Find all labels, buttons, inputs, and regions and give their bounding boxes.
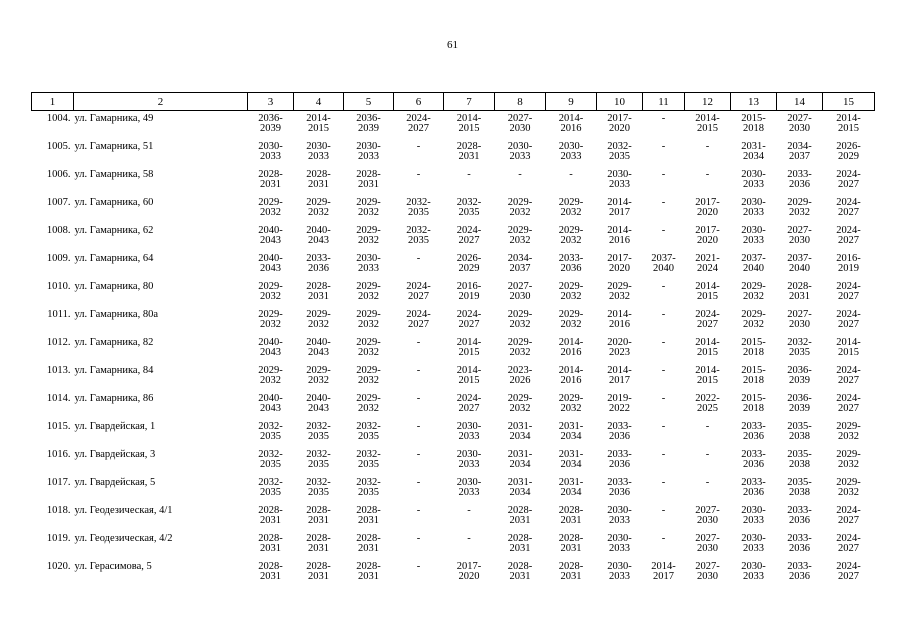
- period-cell: 2015- 2018: [741, 336, 766, 358]
- address-cell: ул. Гамарника, 80: [74, 280, 154, 292]
- period-cell: -: [416, 392, 421, 404]
- period-cell: -: [661, 420, 666, 432]
- period-cell: -: [705, 140, 710, 152]
- table-row: [32, 531, 875, 559]
- period-cell: 2024- 2027: [836, 504, 861, 526]
- table-row: [32, 195, 875, 223]
- period-cell: 2028- 2031: [258, 168, 283, 190]
- period-cell: 2034- 2037: [787, 140, 812, 162]
- period-cell: -: [661, 532, 666, 544]
- period-cell: 2029- 2032: [356, 196, 381, 218]
- period-cell: 2029- 2032: [507, 224, 533, 246]
- period-cell: 2036- 2039: [258, 113, 283, 134]
- period-cell: 2032- 2035: [456, 196, 482, 218]
- period-cell: 2024- 2027: [836, 280, 861, 302]
- row-number: 1010.: [46, 280, 71, 292]
- period-cell: -: [416, 364, 421, 376]
- period-cell: 2035- 2038: [787, 448, 812, 470]
- period-cell: 2030- 2033: [507, 140, 533, 162]
- period-cell: 2027- 2030: [507, 113, 533, 134]
- address-cell: ул. Гвардейская, 5: [74, 476, 156, 488]
- column-header: 1: [32, 93, 74, 111]
- period-cell: -: [416, 420, 421, 432]
- period-cell: 2027- 2030: [787, 113, 812, 134]
- period-cell: 2029- 2032: [306, 364, 331, 386]
- period-cell: -: [569, 168, 573, 180]
- period-cell: 2037- 2040: [741, 252, 766, 274]
- period-cell: 2014- 2015: [836, 113, 861, 134]
- period-cell: 2033- 2036: [741, 448, 766, 470]
- period-cell: 2029- 2032: [836, 476, 861, 498]
- period-cell: 2034- 2037: [507, 252, 533, 274]
- row-number: 1014.: [46, 392, 71, 404]
- period-cell: -: [661, 140, 666, 152]
- period-cell: 2029- 2032: [356, 336, 381, 358]
- period-cell: 2031- 2034: [558, 420, 584, 442]
- period-cell: 2029- 2032: [258, 364, 283, 386]
- period-cell: 2028- 2031: [356, 532, 381, 554]
- row-number: 1012.: [46, 336, 71, 348]
- period-cell: 2024- 2027: [836, 560, 861, 582]
- period-cell: 2014- 2015: [836, 336, 861, 358]
- address-cell: ул. Гамарника, 58: [74, 168, 154, 180]
- period-cell: 2033- 2036: [607, 448, 632, 470]
- period-cell: 2035- 2038: [787, 420, 812, 442]
- address-cell: ул. Гамарника, 82: [74, 336, 154, 348]
- period-cell: 2014- 2017: [607, 364, 632, 386]
- period-cell: 2031- 2034: [507, 476, 533, 498]
- period-cell: 2028- 2031: [356, 168, 381, 190]
- column-header: 12: [685, 93, 731, 111]
- period-cell: 2029- 2032: [558, 392, 584, 414]
- period-cell: 2014- 2016: [558, 336, 584, 358]
- address-cell: ул. Гвардейская, 1: [74, 420, 156, 432]
- period-cell: 2015- 2018: [741, 392, 766, 414]
- row-number: 1019.: [46, 532, 71, 544]
- column-header: 2: [74, 93, 248, 111]
- table-row: [32, 223, 875, 251]
- period-cell: 2036- 2039: [787, 364, 812, 386]
- period-cell: 2029- 2032: [356, 224, 381, 246]
- period-cell: 2032- 2035: [356, 420, 381, 442]
- period-cell: 2030- 2033: [607, 532, 632, 554]
- period-cell: 2029- 2032: [607, 280, 632, 302]
- period-cell: 2024- 2027: [695, 308, 720, 330]
- period-cell: -: [661, 364, 666, 376]
- period-cell: -: [416, 448, 421, 460]
- table-row: [32, 391, 875, 419]
- period-cell: 2031- 2034: [558, 476, 584, 498]
- period-cell: -: [705, 168, 710, 180]
- period-cell: 2028- 2031: [507, 532, 533, 554]
- column-header: 7: [444, 93, 495, 111]
- period-cell: 2014- 2017: [651, 560, 676, 582]
- period-cell: 2030- 2033: [741, 224, 766, 246]
- period-cell: 2028- 2031: [258, 504, 283, 526]
- period-cell: 2029- 2032: [258, 196, 283, 218]
- period-cell: 2029- 2032: [507, 196, 533, 218]
- period-cell: 2029- 2032: [356, 392, 381, 414]
- table-row: [32, 111, 875, 139]
- period-cell: -: [661, 504, 666, 516]
- period-cell: 2027- 2030: [507, 280, 533, 302]
- period-cell: 2036- 2039: [356, 113, 381, 134]
- period-cell: 2029- 2032: [356, 280, 381, 302]
- row-number: 1017.: [46, 476, 71, 488]
- period-cell: 2032- 2035: [258, 448, 283, 470]
- period-cell: -: [705, 476, 710, 488]
- period-cell: 2014- 2016: [558, 364, 584, 386]
- period-cell: 2032- 2035: [406, 196, 431, 218]
- period-cell: 2019- 2022: [607, 392, 632, 414]
- column-header: 10: [597, 93, 643, 111]
- period-cell: 2029- 2032: [356, 364, 381, 386]
- period-cell: 2014- 2015: [695, 113, 720, 134]
- row-number: 1009.: [46, 252, 71, 264]
- column-header: 14: [777, 93, 823, 111]
- period-cell: 2028- 2031: [306, 168, 331, 190]
- period-cell: 2017- 2020: [456, 560, 482, 582]
- period-cell: 2028- 2031: [787, 280, 812, 302]
- period-cell: 2032- 2035: [406, 224, 431, 246]
- period-cell: -: [661, 308, 666, 320]
- period-cell: 2029- 2032: [836, 448, 861, 470]
- period-cell: 2037- 2040: [651, 252, 676, 274]
- column-header: 8: [495, 93, 546, 111]
- period-cell: 2024- 2027: [836, 224, 861, 246]
- table-row: [32, 363, 875, 391]
- period-cell: 2028- 2031: [558, 560, 584, 582]
- column-header: 13: [731, 93, 777, 111]
- period-cell: 2028- 2031: [356, 504, 381, 526]
- period-cell: -: [661, 448, 666, 460]
- period-cell: 2029- 2032: [741, 308, 766, 330]
- period-cell: 2016- 2019: [456, 280, 482, 302]
- period-cell: -: [661, 392, 666, 404]
- row-number: 1016.: [46, 448, 71, 460]
- period-cell: 2030- 2033: [741, 560, 766, 582]
- period-cell: 2032- 2035: [356, 448, 381, 470]
- period-cell: 2014- 2016: [607, 224, 632, 246]
- period-cell: 2020- 2023: [607, 336, 632, 358]
- period-cell: 2014- 2016: [607, 308, 632, 330]
- period-cell: 2028- 2031: [306, 560, 331, 582]
- period-cell: 2040- 2043: [306, 336, 331, 358]
- period-cell: 2028- 2031: [456, 140, 482, 162]
- period-cell: -: [705, 420, 710, 432]
- table-row: [32, 335, 875, 363]
- period-cell: -: [416, 140, 421, 152]
- period-cell: 2024- 2027: [836, 168, 861, 190]
- period-cell: -: [416, 252, 421, 264]
- address-cell: ул. Гамарника, 62: [74, 224, 154, 236]
- period-cell: 2033- 2036: [787, 168, 812, 190]
- period-cell: -: [705, 448, 710, 460]
- table-row: [32, 251, 875, 279]
- column-header: 5: [344, 93, 394, 111]
- period-cell: 2021- 2024: [695, 252, 720, 274]
- repair-schedule-table: [31, 92, 875, 587]
- table-row: [32, 307, 875, 335]
- period-cell: -: [518, 168, 522, 180]
- table-row: [32, 419, 875, 447]
- period-cell: 2024- 2027: [456, 392, 482, 414]
- period-cell: 2024- 2027: [836, 196, 861, 218]
- period-cell: 2040- 2043: [258, 392, 283, 414]
- period-cell: 2014- 2015: [695, 336, 720, 358]
- column-header: 3: [248, 93, 294, 111]
- period-cell: 2031- 2034: [741, 140, 766, 162]
- period-cell: 2016- 2019: [836, 252, 861, 274]
- period-cell: 2017- 2020: [607, 252, 632, 274]
- period-cell: 2040- 2043: [306, 224, 331, 246]
- period-cell: 2029- 2032: [258, 308, 283, 330]
- period-cell: 2014- 2017: [607, 196, 632, 218]
- period-cell: 2032- 2035: [787, 336, 812, 358]
- address-cell: ул. Гамарника, 60: [74, 196, 154, 208]
- period-cell: -: [416, 336, 421, 348]
- address-cell: ул. Гамарника, 86: [74, 392, 154, 404]
- period-cell: 2014- 2015: [695, 364, 720, 386]
- period-cell: 2029- 2032: [306, 308, 331, 330]
- period-cell: -: [416, 168, 421, 180]
- period-cell: 2017- 2020: [695, 196, 720, 218]
- row-number: 1005.: [46, 140, 71, 152]
- period-cell: 2014- 2016: [558, 113, 584, 134]
- period-cell: -: [416, 532, 421, 544]
- period-cell: 2028- 2031: [306, 280, 331, 302]
- period-cell: 2032- 2035: [258, 420, 283, 442]
- period-cell: 2030- 2033: [356, 140, 381, 162]
- period-cell: 2036- 2039: [787, 392, 812, 414]
- period-cell: 2015- 2018: [741, 113, 766, 134]
- period-cell: 2030- 2033: [741, 504, 766, 526]
- period-cell: 2032- 2035: [258, 476, 283, 498]
- period-cell: -: [661, 476, 666, 488]
- period-cell: 2024- 2027: [406, 113, 431, 134]
- period-cell: 2030- 2033: [741, 532, 766, 554]
- address-cell: ул. Гамарника, 49: [74, 113, 154, 124]
- period-cell: 2032- 2035: [306, 448, 331, 470]
- period-cell: 2028- 2031: [558, 532, 584, 554]
- period-cell: 2029- 2032: [507, 392, 533, 414]
- address-cell: ул. Гамарника, 84: [74, 364, 154, 376]
- period-cell: 2029- 2032: [836, 420, 861, 442]
- table-row: [32, 503, 875, 531]
- period-cell: 2030- 2033: [741, 168, 766, 190]
- period-cell: 2030- 2033: [607, 560, 632, 582]
- period-cell: 2033- 2036: [787, 504, 812, 526]
- period-cell: 2027- 2030: [695, 532, 720, 554]
- period-cell: -: [661, 336, 666, 348]
- address-cell: ул. Гамарника, 64: [74, 252, 154, 264]
- period-cell: -: [661, 224, 666, 236]
- period-cell: 2027- 2030: [695, 504, 720, 526]
- column-header: 9: [546, 93, 597, 111]
- period-cell: 2035- 2038: [787, 476, 812, 498]
- period-cell: 2028- 2031: [507, 560, 533, 582]
- period-cell: 2033- 2036: [787, 532, 812, 554]
- period-cell: 2014- 2015: [695, 280, 720, 302]
- address-cell: ул. Геодезическая, 4/2: [74, 532, 173, 544]
- period-cell: 2029- 2032: [558, 280, 584, 302]
- period-cell: 2032- 2035: [306, 476, 331, 498]
- period-cell: 2030- 2033: [306, 140, 331, 162]
- period-cell: 2028- 2031: [306, 504, 331, 526]
- period-cell: 2024- 2027: [406, 280, 431, 302]
- period-cell: 2017- 2020: [695, 224, 720, 246]
- period-cell: 2029- 2032: [558, 196, 584, 218]
- period-cell: 2028- 2031: [306, 532, 331, 554]
- period-cell: 2029- 2032: [558, 308, 584, 330]
- address-cell: ул. Гамарника, 80а: [74, 308, 158, 320]
- column-number-header-row: [32, 93, 875, 111]
- address-cell: ул. Геодезическая, 4/1: [74, 504, 173, 516]
- period-cell: 2023- 2026: [507, 364, 533, 386]
- column-header: 4: [294, 93, 344, 111]
- table-row: [32, 475, 875, 503]
- address-cell: ул. Герасимова, 5: [74, 560, 152, 572]
- period-cell: 2024- 2027: [406, 308, 431, 330]
- period-cell: 2030- 2033: [741, 196, 766, 218]
- period-cell: 2031- 2034: [507, 448, 533, 470]
- period-cell: 2031- 2034: [507, 420, 533, 442]
- period-cell: 2017- 2020: [607, 113, 632, 134]
- period-cell: 2033- 2036: [741, 420, 766, 442]
- period-cell: 2030- 2033: [456, 448, 482, 470]
- row-number: 1013.: [46, 364, 71, 376]
- period-cell: -: [661, 196, 666, 208]
- period-cell: 2014- 2015: [456, 364, 482, 386]
- period-cell: 2028- 2031: [356, 560, 381, 582]
- period-cell: 2033- 2036: [558, 252, 584, 274]
- period-cell: 2014- 2015: [456, 336, 482, 358]
- table-row: [32, 139, 875, 167]
- column-header: 11: [643, 93, 685, 111]
- period-cell: 2030- 2033: [607, 168, 632, 190]
- row-number: 1006.: [46, 168, 71, 180]
- period-cell: 2030- 2033: [456, 420, 482, 442]
- period-cell: 2030- 2033: [356, 252, 381, 274]
- period-cell: 2030- 2033: [607, 504, 632, 526]
- period-cell: 2029- 2032: [741, 280, 766, 302]
- table-row: [32, 167, 875, 195]
- period-cell: 2029- 2032: [507, 308, 533, 330]
- row-number: 1015.: [46, 420, 71, 432]
- period-cell: 2040- 2043: [258, 252, 283, 274]
- period-cell: -: [661, 113, 666, 124]
- table-row: [32, 559, 875, 587]
- period-cell: 2027- 2030: [787, 224, 812, 246]
- period-cell: 2040- 2043: [258, 224, 283, 246]
- period-cell: -: [467, 168, 471, 180]
- column-header: 15: [823, 93, 875, 111]
- period-cell: 2015- 2018: [741, 364, 766, 386]
- table-row: [32, 279, 875, 307]
- period-cell: 2033- 2036: [741, 476, 766, 498]
- period-cell: 2028- 2031: [507, 504, 533, 526]
- period-cell: 2027- 2030: [695, 560, 720, 582]
- period-cell: 2029- 2032: [787, 196, 812, 218]
- row-number: 1004.: [46, 113, 71, 124]
- row-number: 1007.: [46, 196, 71, 208]
- period-cell: 2032- 2035: [356, 476, 381, 498]
- column-header: 6: [394, 93, 444, 111]
- period-cell: 2030- 2033: [456, 476, 482, 498]
- period-cell: 2033- 2036: [787, 560, 812, 582]
- period-cell: 2030- 2033: [558, 140, 584, 162]
- period-cell: 2024- 2027: [836, 392, 861, 414]
- period-cell: 2024- 2027: [836, 532, 861, 554]
- period-cell: 2029- 2032: [356, 308, 381, 330]
- period-cell: 2026- 2029: [456, 252, 482, 274]
- period-cell: 2033- 2036: [306, 252, 331, 274]
- period-cell: -: [416, 504, 421, 516]
- period-cell: 2033- 2036: [607, 476, 632, 498]
- period-cell: -: [416, 476, 421, 488]
- period-cell: 2031- 2034: [558, 448, 584, 470]
- row-number: 1008.: [46, 224, 71, 236]
- period-cell: -: [416, 560, 421, 572]
- period-cell: 2029- 2032: [258, 280, 283, 302]
- period-cell: 2024- 2027: [836, 364, 861, 386]
- period-cell: 2014- 2015: [306, 113, 331, 134]
- period-cell: 2026- 2029: [836, 140, 861, 162]
- period-cell: 2040- 2043: [306, 392, 331, 414]
- period-cell: 2029- 2032: [306, 196, 331, 218]
- period-cell: 2022- 2025: [695, 392, 720, 414]
- row-number: 1011.: [47, 308, 71, 320]
- period-cell: 2032- 2035: [607, 140, 632, 162]
- period-cell: 2028- 2031: [258, 560, 283, 582]
- period-cell: 2037- 2040: [787, 252, 812, 274]
- row-number: 1018.: [46, 504, 71, 516]
- period-cell: 2029- 2032: [507, 336, 533, 358]
- period-cell: 2024- 2027: [836, 308, 861, 330]
- table-body: [32, 111, 875, 587]
- table-row: [32, 447, 875, 475]
- period-cell: -: [661, 168, 666, 180]
- page-number: 61: [447, 39, 458, 51]
- period-cell: -: [467, 532, 471, 544]
- period-cell: 2028- 2031: [258, 532, 283, 554]
- period-cell: 2040- 2043: [258, 336, 283, 358]
- period-cell: 2027- 2030: [787, 308, 812, 330]
- period-cell: 2033- 2036: [607, 420, 632, 442]
- period-cell: 2029- 2032: [558, 224, 584, 246]
- period-cell: 2014- 2015: [456, 113, 482, 134]
- period-cell: 2030- 2033: [258, 140, 283, 162]
- address-cell: ул. Гамарника, 51: [74, 140, 154, 152]
- period-cell: 2024- 2027: [456, 308, 482, 330]
- period-cell: 2024- 2027: [456, 224, 482, 246]
- address-cell: ул. Гвардейская, 3: [74, 448, 156, 460]
- row-number: 1020.: [46, 560, 71, 572]
- period-cell: -: [661, 280, 666, 292]
- period-cell: 2028- 2031: [558, 504, 584, 526]
- period-cell: 2032- 2035: [306, 420, 331, 442]
- period-cell: -: [467, 504, 471, 516]
